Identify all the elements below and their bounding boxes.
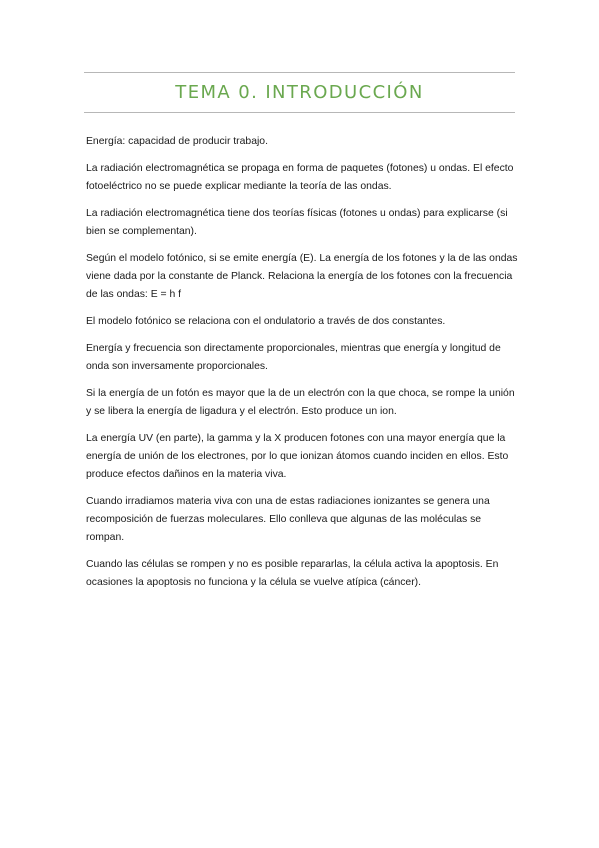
- title-top-rule: [84, 72, 515, 73]
- paragraph-radiation-propagation: La radiación electromagnética se propaga en forma de paquetes (fotones) u ondas. El efecto fotoeléctrico no se puede explicar mediante la teoría de las ondas.: [86, 163, 514, 192]
- title-bottom-rule: [84, 112, 515, 113]
- paragraph-photon-wave-relation: El modelo fotónico se relaciona con el ondulatorio a través de dos constantes.: [86, 316, 446, 327]
- paragraph-apoptosis: Cuando las células se rompen y no es posible repararlas, la célula activa la apoptosis. En ocasiones la apoptosis no funciona y la célula se vuelve atípica (cáncer).: [86, 559, 499, 588]
- paragraph-proportionality: Energía y frecuencia son directamente proporcionales, mientras que energía y longitud de onda son inversamente proporcionales.: [86, 343, 501, 372]
- paragraph-living-matter: Cuando irradiamos materia viva con una de estas radiaciones ionizantes se genera una recomposición de fuerzas moleculares. Ello conlleva que algunas de las moléculas se rompan.: [86, 496, 490, 543]
- paragraph-photon-model: Según el modelo fotónico, si se emite energía (E). La energía de los fotones y la de las ondas viene dada por la constante de Planck. Relaciona la energía de los fotones con la frecuencia de las ondas: E = h f: [86, 253, 518, 300]
- paragraph-ionization: Si la energía de un fotón es mayor que la de un electrón con la que choca, se rompe la unión y se libera la energía de ligadura y el electrón. Esto produce un ion.: [86, 388, 515, 417]
- paragraph-energy-definition: Energía: capacidad de producir trabajo.: [86, 136, 268, 147]
- document-body: [86, 133, 518, 601]
- paragraph-ionizing-radiation: La energía UV (en parte), la gamma y la X producen fotones con una mayor energía que la energía de unión de los electrones, por lo que ionizan átomos cuando inciden en ellos. Esto produce efectos dañinos en la materia viva.: [86, 433, 509, 480]
- paragraph-two-theories: La radiación electromagnética tiene dos teorías físicas (fotones u ondas) para explicarse (si bien se complementan).: [86, 208, 508, 237]
- page-title: TEMA 0. INTRODUCCIÓN: [175, 82, 424, 103]
